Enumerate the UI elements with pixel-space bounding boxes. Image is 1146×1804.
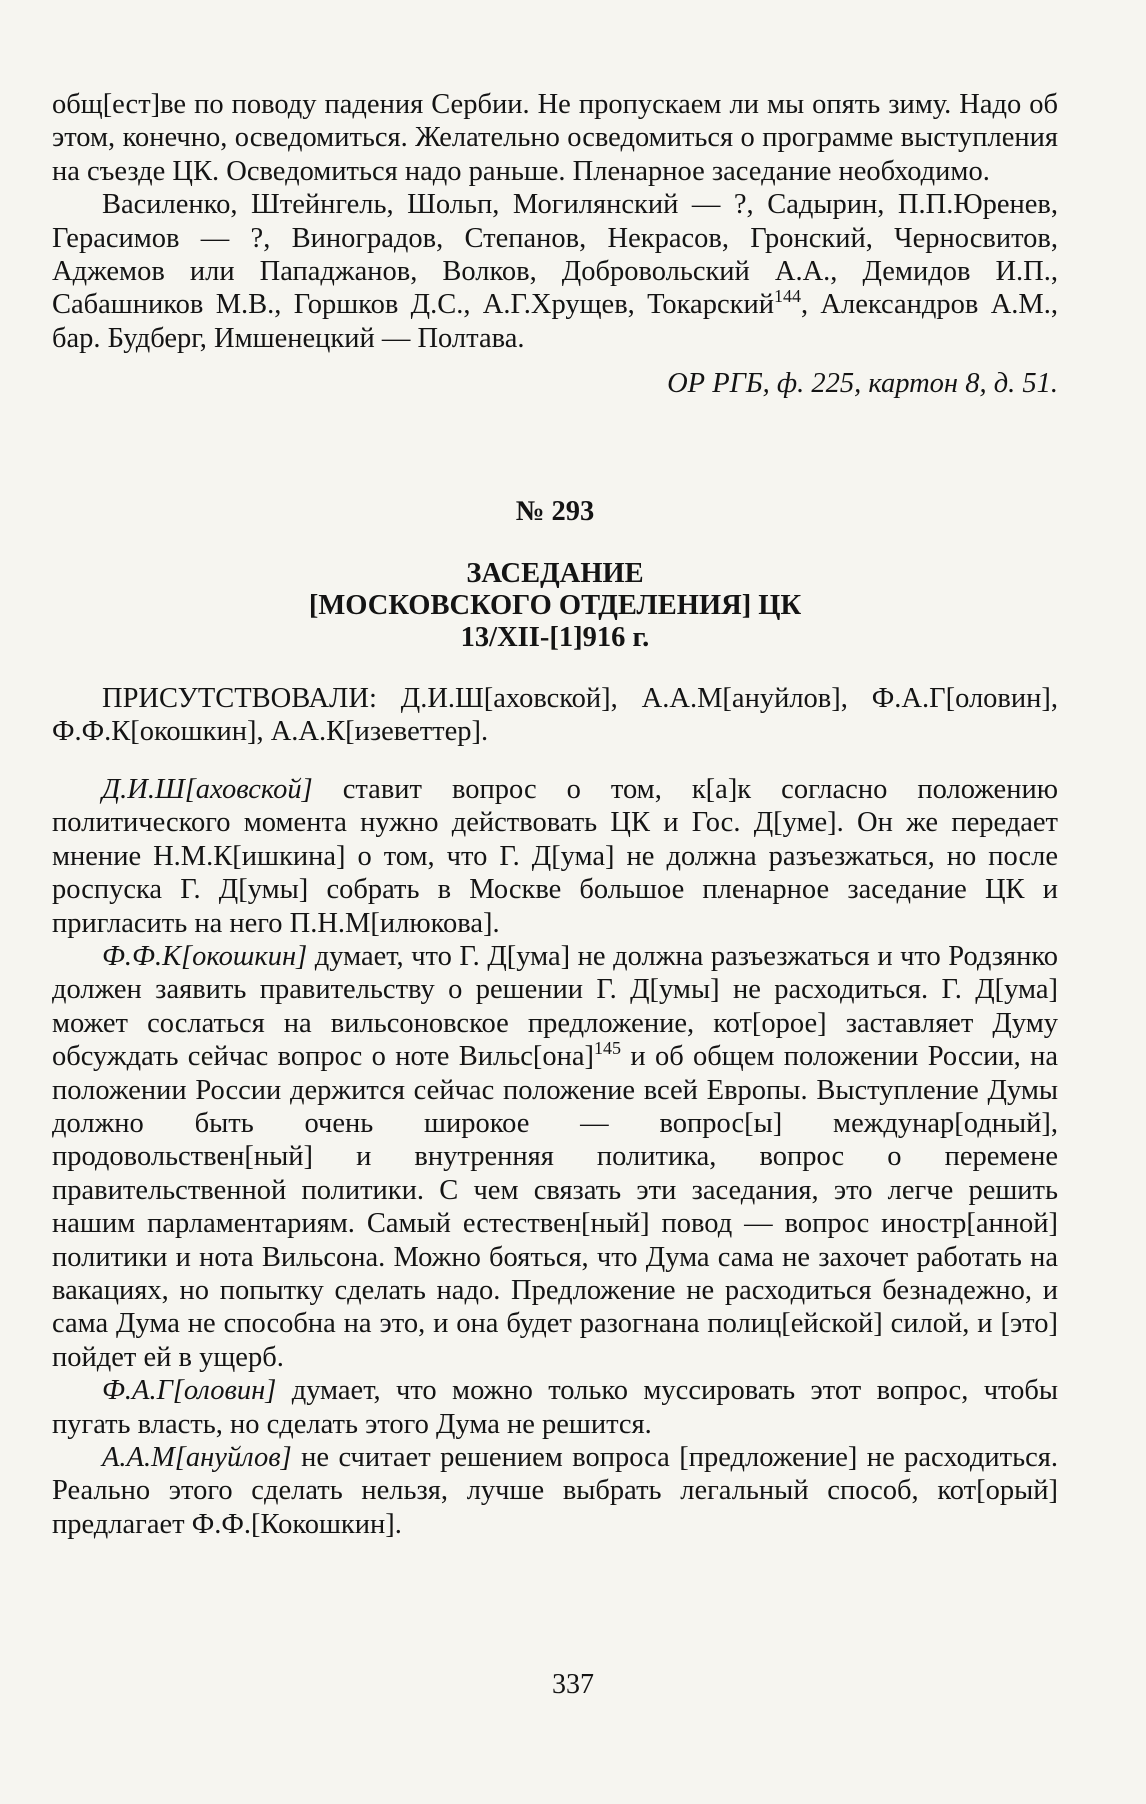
attendees-line: ПРИСУТСТВОВАЛИ: Д.И.Ш[аховской], А.А.М[ануйлов], Ф.А.Г[оловин], Ф.Ф.К[окошкин], А.А.К[изеветтер]. [52,683,1058,748]
continuation-paragraph: общ[ест]ве по поводу падения Сербии. Не пропускаем ли мы опять зиму. Надо об этом, конечно, осведомиться. Желательно осведомиться о программе выступления на съезде ЦК. Осведомиться надо раньше. Пленарное заседание необходимо. [52,89,1058,187]
speaker-name: Д.И.Ш[аховской] [102,773,313,805]
speech-text: не считает решением вопроса [предложение] не расходиться. Реально этого сделать нельзя, лучше выбрать легальный способ, кот[орый] предлагает Ф.Ф.[Кокошкин]. [52,1442,1058,1540]
footnote-ref-144: 144 [773,286,801,307]
document-title-line-1: ЗАСЕДАНИЕ [466,558,644,590]
speech-text: думает, что Г. Д[ума] не должна разъезжаться и что Родзянко должен заявить правительству о решении Г. Д[умы] не расходиться. Г. Д[ума] может сослаться на вильсоновское предложение, кот[орое] заставляет Думу обсуждать сейчас вопрос о ноте Вильс[она] [52,940,1058,1073]
footnote-ref-145: 145 [594,1038,622,1059]
speech-text: думает, что можно только муссировать этот вопрос, чтобы пугать власть, но сделать этого Дума не решится. [52,1375,1058,1440]
speech-text: ставит вопрос о том, к[а]к согласно положению политического момента нужно действовать ЦК и Гос. Д[уме]. Он же передает мнение Н.М.К[ишкина] о том, что Г. Д[ума] не должна разъезжаться, но после роспуска Г. Д[умы] собрать в Москве большое пленарное заседание ЦК и пригласить на него П.Н.М[илюкова]. [52,773,1058,939]
document-title-line-2: [МОСКОВСКОГО ОТДЕЛЕНИЯ] ЦК [308,590,802,622]
speaker-name: Ф.А.Г[оловин] [102,1375,277,1407]
speaker-name: Ф.Ф.К[окошкин] [102,940,308,972]
document-number: № 293 [515,495,595,527]
speech-text-continued: и об общем положении России, на положении России держится сейчас положение всей Европы. Выступление Думы должно быть очень широкое — вопрос[ы] междунар[одный], продовольствен[ный] и внутренняя политика, вопрос о перемене правительственной политики. С чем связать эти заседания, это легче решить нашим парламентариям. Самый естествен[ный] повод — вопрос иностр[анной] политики и нота Вильсона. Можно бояться, что Дума сама не захочет работать на вакациях, но попытку сделать надо. Предложение не расходиться безнадежно, и сама Дума не способна на это, и она будет разогнана полиц[ейской] силой, и [это] пойдет ей в ущерб. [52,1041,1058,1373]
minutes-paragraph-shakhovskoi [52,773,1058,940]
page-content [52,88,1058,1541]
names-text: Василенко, Штейнгель, Шольп, Могилянский — ?, Садырин, П.П.Юренев, Герасимов — ?, Виноградов, Степанов, Некрасов, Гронский, Черносвитов, Аджемов или Пападжанов, Волков, Добровольский А.А., Демидов И.П., Сабашников М.В., Горшков Д.С., А.Г.Хрущев, Токарский [52,189,1058,321]
document-title [52,558,1058,654]
document-title-date: 13/XII-[1]916 г. [460,622,650,654]
page-number: 337 [552,1669,594,1700]
speaker-name: А.А.М[ануйлов] [102,1442,292,1473]
minutes-paragraph-kokoshkin [52,940,1058,1374]
names-text-continued: , Александров А.М., бар. Будберг, Имшенецкий — Полтава. [52,289,1059,354]
attendee-names-paragraph [52,188,1058,355]
minutes-paragraph-golovin [52,1374,1058,1441]
archive-source-reference: ОР РГБ, ф. 225, картон 8, д. 51. [667,368,1058,400]
minutes-paragraph-manuilov [52,1441,1058,1541]
